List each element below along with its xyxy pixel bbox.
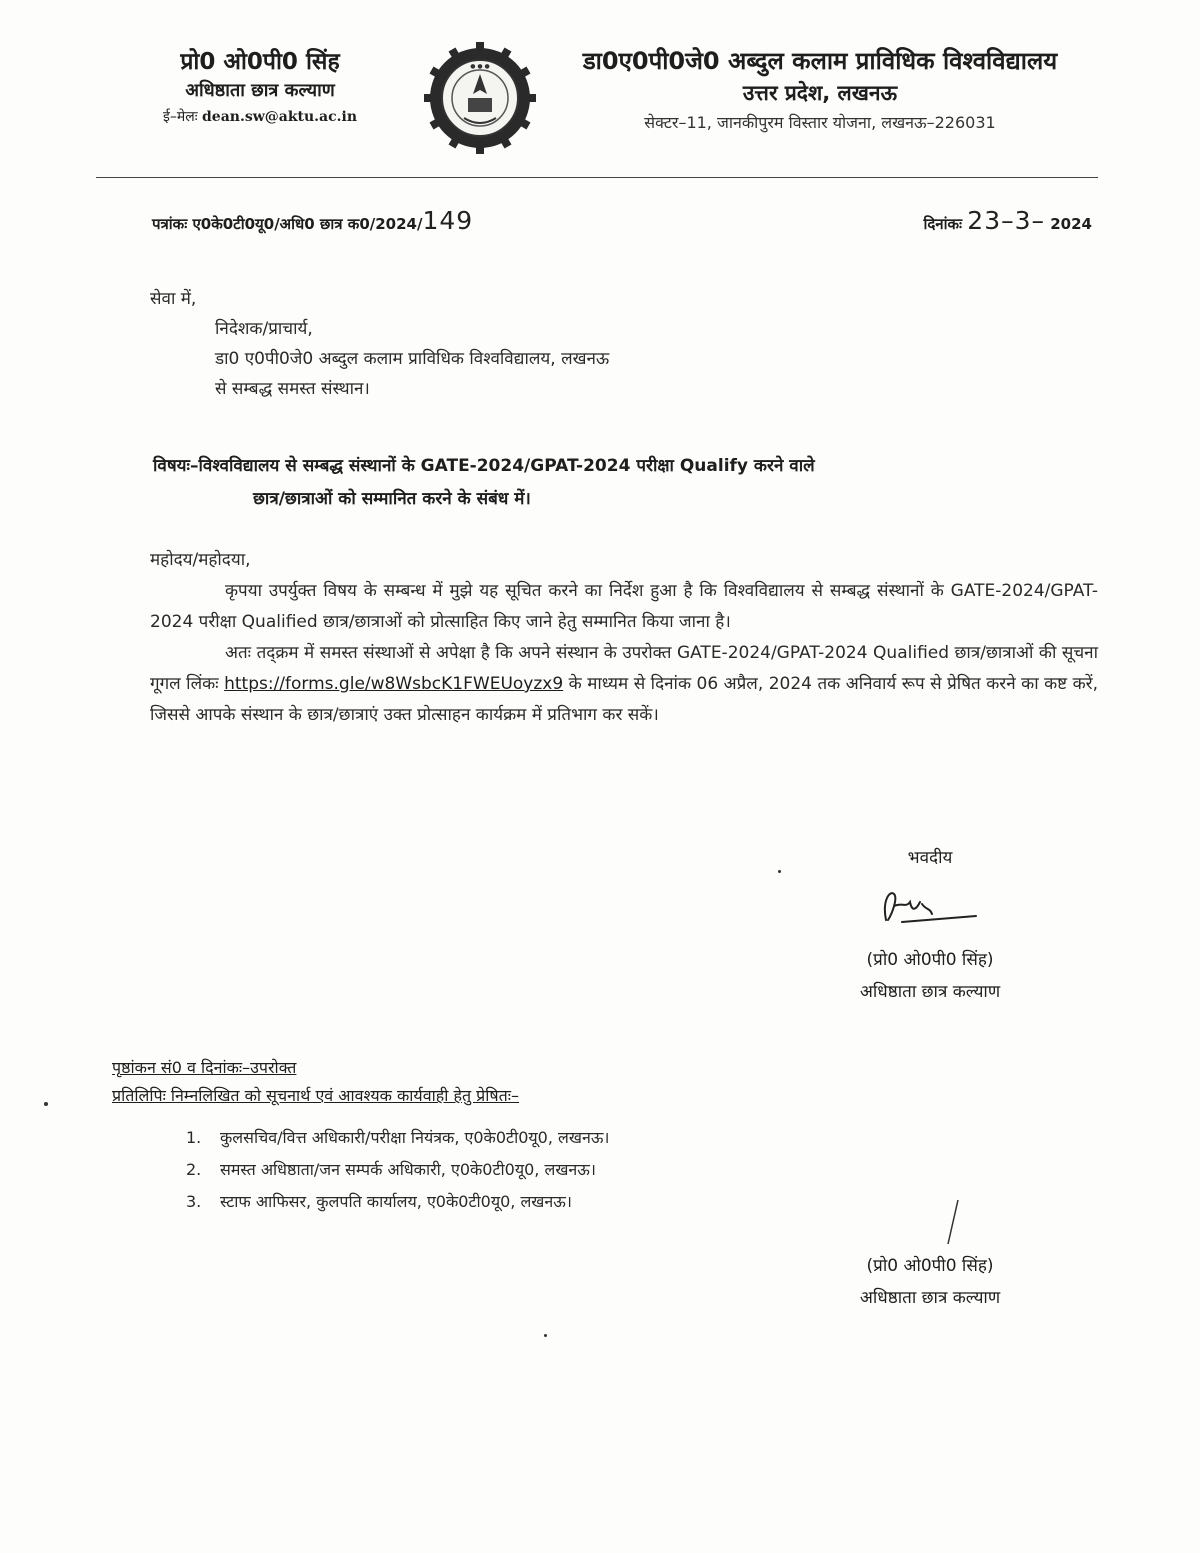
scan-speck — [778, 870, 781, 873]
copy-block — [112, 1054, 519, 1110]
header-divider — [96, 177, 1098, 178]
date-year: 2024 — [1050, 215, 1092, 233]
date-handwritten: 23–3– — [967, 206, 1046, 235]
endorsement-line: पृष्ठांकन सं0 व दिनांकः–उपरोक्त — [112, 1058, 297, 1077]
scan-speck — [44, 1102, 48, 1106]
reference-label: पत्रांकः — [152, 215, 188, 233]
handwritten-signature-icon — [872, 880, 982, 930]
svg-text:● ● ●: ● ● ● — [470, 63, 490, 70]
paragraph-2-after: के माध्यम से दिनांक 06 अप्रैल, 2024 तक अनिवार्य रूप से प्रेषित करने का कष्ट करें, जिससे आपके संस्थान के छात्र/छात्राएं उक्त प्रोत्साहन कार्यक्रम में प्रतिभाग कर सकें। — [150, 674, 1098, 725]
university-block — [540, 44, 1100, 138]
copy-intro: प्रतिलिपिः निम्नलिखित को सूचनार्थ एवं आवश्यक कार्यवाही हेतु प्रेषितः– — [112, 1086, 520, 1105]
signature-block — [820, 944, 1040, 1008]
signatory-name: (प्रो0 ओ0पी0 सिंह) — [866, 950, 994, 970]
paragraph-2 — [150, 638, 1098, 731]
signatory-name-2: (प्रो0 ओ0पी0 सिंह) — [866, 1256, 994, 1276]
salutation: सेवा में, — [150, 289, 197, 309]
signature-block-2 — [820, 1250, 1040, 1314]
addressee-line-3: से सम्बद्ध समस्त संस्थान। — [215, 379, 370, 399]
copy-list — [186, 1122, 609, 1218]
greeting: महोदय/महोदया, — [150, 550, 251, 570]
sender-email-line — [100, 105, 420, 129]
university-address: सेक्टर–11, जानकीपुरम विस्तार योजना, लखनऊ–226031 — [644, 113, 996, 132]
university-name: डा0ए0पी0जे0 अब्दुल कलाम प्राविधिक विश्वविद्यालय — [582, 47, 1058, 75]
reference-number: 149 — [422, 206, 474, 235]
list-item: 2. समस्त अधिष्ठाता/जन सम्पर्क अधिकारी, ए0के0टी0यू0, लखनऊ। — [186, 1160, 596, 1179]
email-label: ई–मेलः — [162, 109, 198, 125]
subject-line-2: छात्र/छात्राओं को सम्मानित करने के संबंध में। — [253, 489, 531, 509]
addressee-line-2: डा0 ए0पी0जे0 अब्दुल कलाम प्राविधिक विश्वविद्यालय, लखनऊ — [215, 349, 610, 369]
list-item: 3. स्टाफ आफिसर, कुलपति कार्यालय, ए0के0टी0यू0, लखनऊ। — [186, 1192, 572, 1211]
addressee-line-1: निदेशक/प्राचार्य, — [215, 319, 313, 339]
scan-speck — [544, 1334, 547, 1337]
sender-designation: अधिष्ठाता छात्र कल्याण — [185, 80, 335, 101]
reference-prefix: ए0के0टी0यू0/अधि0 छात्र क0/2024/ — [192, 215, 423, 233]
subject-line-1: विषयः–विश्वविद्यालय से सम्बद्ध संस्थानों के GATE-2024/GPAT-2024 परीक्षा Qualify करने वाले — [153, 456, 815, 476]
date-line — [923, 206, 1092, 235]
list-item: 1. कुलसचिव/वित्त अधिकारी/परीक्षा नियंत्रक, ए0के0टी0यू0, लखनऊ। — [186, 1128, 610, 1147]
subject-block — [153, 450, 1098, 516]
closing: भवदीय — [907, 848, 953, 868]
sender-name: प्रो0 ओ0पी0 सिंह — [180, 49, 340, 75]
addressee-block — [150, 284, 609, 404]
signatory-designation: अधिष्ठाता छात्र कल्याण — [859, 982, 1001, 1002]
paragraph-2-before: अतः तद्क्रम में समस्त संस्थाओं से अपेक्षा है कि अपने संस्थान के उपरोक्त GATE-2024/GPAT-2024 Qualified छात्र/छात्राओं की सूचना गूगल लिंकः — [150, 643, 1098, 694]
university-seal-icon — [424, 42, 536, 154]
reference-line — [152, 206, 473, 235]
signatory-designation-2: अधिष्ठाता छात्र कल्याण — [859, 1288, 1001, 1308]
paragraph-1: कृपया उपर्युक्त विषय के सम्बन्ध में मुझे यह सूचित करने का निर्देश हुआ है कि विश्वविद्यालय से सम्बद्ध संस्थानों के GATE-2024/GPAT-2024 परीक्षा Qualified छात्र/छात्राओं को प्रोत्साहित किए जाने हेतु सम्मानित किया जाना है। — [150, 581, 1098, 632]
initial-mark-icon — [942, 1198, 962, 1248]
google-form-link[interactable]: https://forms.gle/w8WsbcK1FWEUoyzx9 — [224, 674, 564, 694]
sender-block — [100, 47, 420, 129]
date-label: दिनांकः — [923, 215, 963, 233]
letter-body — [150, 545, 1098, 731]
university-place: उत्तर प्रदेश, लखनऊ — [742, 81, 898, 105]
sender-email: dean.sw@aktu.ac.in — [202, 109, 358, 125]
